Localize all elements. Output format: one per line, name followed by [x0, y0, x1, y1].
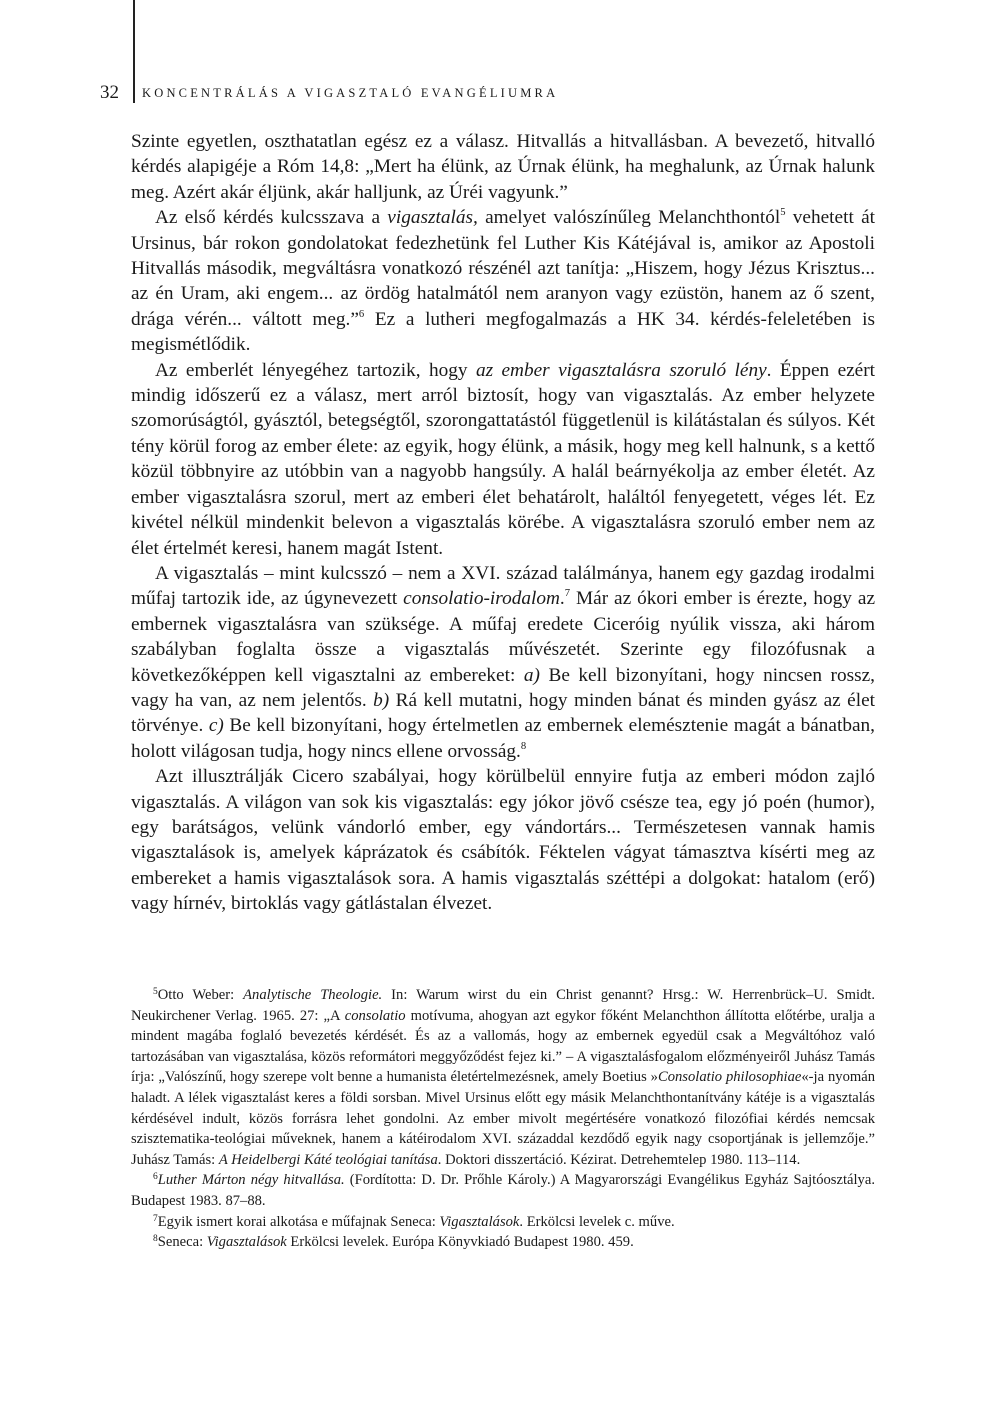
italic-run: Vigasztalások	[439, 1213, 520, 1230]
italic-run: c)	[208, 715, 224, 737]
italic-run: Luther Márton négy hitvallása.	[157, 1172, 345, 1189]
italic-run: vigasztalás,	[387, 207, 478, 229]
running-header	[100, 78, 558, 108]
running-title: KONCENTRÁLÁS A VIGASZTALÓ EVANGÉLIUMRA	[142, 85, 559, 100]
text-run: . Éppen ezért mindig időszerű ez a válasz, mert arról biztosít, hogy van vigasztalás. Az ember helyzete szomorúságtól, gyásztól, betegségtől, szorongattatástól függetlenül is kilátástalan és súlyos. Két tény körül forog az ember élete: az egyik, hogy élünk, a másik, hogy meg kell halnunk, s a kettő közül többnyire az utóbbin van a nagyobb hangsúly. A halál beárnyékolja az ember életét. Az ember vigasztalásra szorul, mert az emberi élet behatárolt, haláltól fenyegetett, véges lét. Ez kivétel nélkül mindenkit belevon a vigasztalás körébe. A vigasztalásra szoruló ember nem az élet értelmét keresi, hanem magát Istent.	[131, 359, 876, 559]
text-run: Rá kell mutatni, hogy minden bánat és minden gyász az élet törvénye.	[131, 689, 875, 737]
text-run: Az emberlét lényegéhez tartozik, hogy	[155, 359, 476, 381]
text-run: Ez a lutheri megfogalmazás a HK 34. kérdés-feleletében is megismétlődik.	[131, 308, 875, 356]
paragraph	[131, 561, 875, 764]
footnote-number: 5	[153, 986, 158, 997]
italic-run: b)	[373, 689, 390, 711]
footnote	[131, 1212, 875, 1233]
text-run: In: Warum wirst du ein Christ genannt? Hrsg.: W. Herrenbrück–U. Smidt. Neukirchener Verlag. 1965. 27: „A	[131, 987, 876, 1024]
italic-run: A Heidelbergi Káté teológiai tanítása	[218, 1151, 438, 1168]
text-run: . Erkölcsi levelek c. műve.	[519, 1213, 675, 1230]
text-run: Otto Weber:	[157, 987, 244, 1003]
footnote	[131, 1170, 875, 1211]
footnote-reference: 5	[780, 207, 786, 219]
footnote-number: 6	[153, 1172, 158, 1183]
paragraph	[131, 205, 875, 357]
footnote	[131, 985, 875, 1170]
text-run: Az első kérdés kulcsszava a	[155, 207, 388, 229]
footnotes	[131, 985, 875, 1253]
footnote-number: 8	[153, 1233, 158, 1244]
text-run: (Fordította: D. Dr. Prőhle Károly.) A Magyarországi Evangélikus Egyház Sajtóosztálya. Budapest 1983. 87–88.	[131, 1172, 875, 1209]
footnote-reference: 6	[358, 308, 365, 320]
italic-run: Analytische Theologie.	[243, 987, 383, 1003]
page-number: 32	[100, 82, 119, 103]
italic-run: Consolatio philosophiae	[657, 1069, 802, 1086]
text-run: vehetett át Ursinus, bár rokon gondolatokat fedezhetünk fel Luther Kis Kátéjával is, amikor az Apostoli Hitvallás második, megváltásra vonatkozó részénél azt tanítja: „Hiszem, hogy Jézus Krisztus... az én Uram, aki engem... az ördög hatalmától nem aranyon vagy ezüstön, hanem az ő szent, drága vérén... váltott meg.”	[131, 207, 875, 330]
text-run: .	[559, 588, 565, 610]
paragraph	[131, 358, 875, 561]
footnote	[131, 1232, 875, 1253]
footnote-reference: 7	[564, 588, 571, 600]
paragraph	[131, 129, 875, 205]
text-run: Seneca:	[157, 1234, 207, 1251]
italic-run: az ember vigasztalásra szoruló lény	[475, 359, 767, 381]
text-run: motívuma, ahogyan azt egykor főként Melanchthon állította előtérbe, uralja a mindent magába foglaló bevezetés kérdését. És az a vallomás, hogy az embernek egyedül csak a Megváltóhoz való tartozásában van vigasztalása, közös reformátori meggyőződést fejez ki.” – A vigasztalásfogalom előzményeiről Juhász Tamás írja: „Valószínű, hogy szerepe volt benne a humanista életértelmezésnek, amely Boetius »	[131, 1007, 875, 1086]
text-run: Be kell bizonyítani, hogy értelmetlen az embernek elemésztenie magát a bánatban, holott világosan tudja, hogy nincs ellene orvosság.	[131, 715, 875, 762]
text-run: . Doktori disszertáció. Kézirat. Detrehemtelep 1980. 113–114.	[437, 1151, 801, 1168]
text-run: amelyet valószínűleg Melanchthontól	[477, 207, 781, 229]
text-run: Egyik ismert korai alkotása e műfajnak Seneca:	[157, 1213, 440, 1230]
text-run: Erkölcsi levelek. Európa Könyvkiadó Budapest 1980. 459.	[286, 1234, 634, 1251]
italic-run: a)	[523, 664, 540, 686]
text-run: A vigasztalás – mint kulcsszó – nem a XVI. század találmánya, hanem egy gazdag irodalmi műfaj tartozik ide, az úgynevezett	[131, 562, 875, 610]
body-text	[131, 129, 875, 917]
footnote-reference: 8	[520, 740, 527, 752]
italic-run: consolatio	[344, 1007, 406, 1024]
text-run: Már az ókori ember is érezte, hogy az embernek vigasztalásra van szüksége. A műfaj eredete Ciceróig nyúlik vissza, aki három szabályban foglalta össze a vigasztalás művészetét. Szerinte egy filozófusnak a következőképpen kell vigasztalni az embereket:	[131, 588, 876, 686]
text-run: «-ja nyomán haladt. A lélek vigasztalást keres a földi sorsban. Mivel Ursinus előtt egy másik Melanchthontanítvány kátéje is a vigasztalás kérdésével indult, közös forrásra lehet gondolni. Az ember mivolt megértésére vonatkozó filozófiai kérdés nemcsak szisztematika-teológiai műveknek, hanem a kátéirodalom XVI. századdal kezdődő egyik nagy csoportjának is jellemzője.” Juhász Tamás:	[131, 1069, 876, 1168]
italic-run: Vigasztalások	[206, 1234, 287, 1251]
paragraph	[131, 764, 875, 916]
text-run: Azt illusztrálják Cicero szabályai, hogy körülbelül ennyire futja az emberi módon zajló vigasztalás. A világon van sok kis vigasztalás: egy jókor jövő csésze tea, egy jó poén (humor), egy barátságos, velünk vándorló ember, egy vándortárs... Természetesen vannak hamis vigasztalások is, amelyek káprázatok és csábítók. Féktelen vágyat támasztva kísérti meg az embereket a hamis vigasztalások sora. A hamis vigasztalás széttépi a dolgokat: hatalom (erő) vagy hírnév, birtoklás vagy gátlástalan élvezet.	[131, 766, 875, 915]
text-run: Szinte egyetlen, oszthatatlan egész ez a válasz. Hitvallás a hitvallásban. A bevezető, hitvalló kérdés alapigéje a Róm 14,8: „Mert ha élünk, az Úrnak élünk, ha meghalunk, az Úrnak halunk meg. Azért akár éljünk, akár halljunk, az Úréi vagyunk.”	[131, 131, 875, 203]
italic-run: consolatio-irodalom	[403, 588, 560, 610]
footnote-number: 7	[153, 1213, 158, 1224]
text-run: Be kell bizonyítani, hogy nincsen rossz, vagy ha van, az nem jelentős.	[131, 664, 875, 711]
